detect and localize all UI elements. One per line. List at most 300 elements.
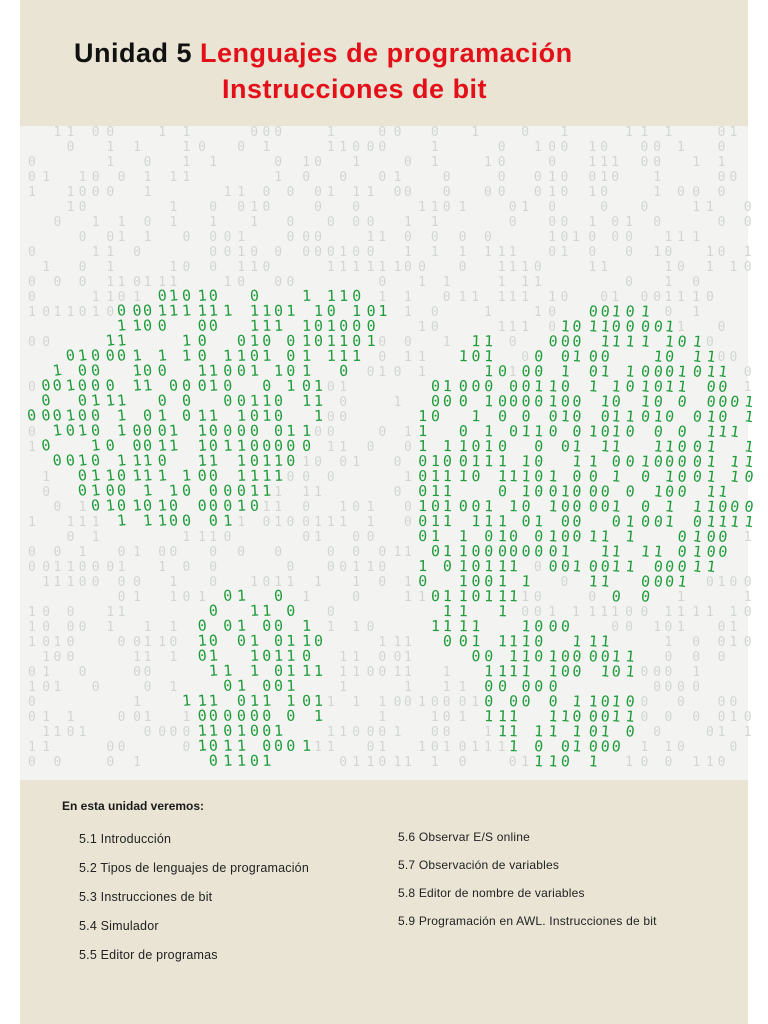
binary-digit: 0 bbox=[106, 125, 115, 140]
binary-digit: 0 bbox=[91, 170, 100, 185]
binary-digit: 1 bbox=[339, 440, 348, 455]
binary-digit: 1 bbox=[588, 422, 599, 441]
binary-digit: 1 bbox=[339, 346, 349, 365]
binary-digit: 0 bbox=[691, 437, 704, 457]
binary-digit: 1 bbox=[89, 390, 102, 410]
binary-digit: 0 bbox=[560, 662, 571, 681]
binary-digit: 1 bbox=[274, 515, 283, 530]
binary-digit: 1 bbox=[521, 260, 530, 275]
binary-digit: 0 bbox=[142, 361, 153, 380]
binary-digit: 0 bbox=[548, 542, 559, 561]
binary-digit: 0 bbox=[91, 575, 100, 590]
binary-digit: 0 bbox=[430, 392, 441, 411]
binary-digit: 1 bbox=[625, 125, 633, 140]
binary-digit: 0 bbox=[53, 755, 62, 770]
binary-digit: 1 bbox=[691, 347, 704, 367]
binary-digit: 0 bbox=[196, 376, 208, 395]
binary-digit: 0 bbox=[717, 542, 729, 562]
binary-digit: 1 bbox=[508, 707, 519, 726]
binary-digit: 0 bbox=[664, 407, 676, 427]
binary-digit: 1 bbox=[208, 646, 219, 665]
binary-digit: 0 bbox=[222, 676, 233, 695]
binary-digit: 0 bbox=[143, 665, 152, 680]
binary-digit: 0 bbox=[285, 736, 296, 755]
binary-digit: 0 bbox=[378, 425, 387, 440]
binary-digit: 1 bbox=[471, 125, 480, 140]
binary-digit: 0 bbox=[393, 365, 402, 380]
binary-digit: 0 bbox=[182, 725, 191, 740]
binary-digit: 1 bbox=[378, 740, 387, 755]
binary-digit: 0 bbox=[588, 347, 599, 366]
binary-digit: 1 bbox=[76, 345, 89, 365]
binary-digit: 0 bbox=[302, 515, 311, 530]
binary-digit: 0 bbox=[458, 230, 467, 245]
binary-digit: 1 bbox=[571, 722, 583, 741]
binary-digit: 0 bbox=[664, 620, 673, 635]
binary-digit: 0 bbox=[249, 436, 260, 455]
binary-digit: 1 bbox=[313, 406, 324, 425]
binary-digit: 1 bbox=[533, 140, 542, 155]
binary-digit: 0 bbox=[339, 755, 348, 770]
binary-digit: 0 bbox=[404, 260, 412, 275]
binary-digit: 0 bbox=[588, 302, 599, 321]
binary-digit: 0 bbox=[168, 511, 179, 530]
binary-digit: 0 bbox=[133, 275, 141, 290]
binary-digit: 0 bbox=[196, 496, 208, 515]
binary-digit: 0 bbox=[743, 365, 752, 380]
binary-digit: 0 bbox=[652, 422, 664, 442]
binary-digit: 0 bbox=[533, 647, 544, 666]
binary-digit: 1 bbox=[430, 215, 439, 230]
binary-digit: 1 bbox=[143, 635, 152, 650]
binary-digit: 0 bbox=[142, 316, 153, 335]
binary-digit: 0 bbox=[717, 185, 726, 200]
binary-digit: 0 bbox=[497, 542, 508, 561]
binary-digit: 1 bbox=[301, 661, 312, 680]
binary-digit: 1 bbox=[458, 200, 467, 215]
binary-digit: 1 bbox=[521, 320, 530, 335]
binary-digit: 0 bbox=[182, 260, 191, 275]
binary-digit: 0 bbox=[404, 335, 412, 350]
binary-digit: 1 bbox=[261, 481, 272, 500]
binary-digit: 0 bbox=[624, 377, 636, 396]
binary-digit: 0 bbox=[533, 590, 542, 605]
binary-digit: 0 bbox=[743, 710, 752, 725]
binary-digit: 0 bbox=[717, 650, 726, 665]
binary-digit: 0 bbox=[64, 420, 77, 440]
binary-digit: 1 bbox=[588, 527, 599, 546]
binary-digit: 1 bbox=[705, 497, 717, 517]
binary-digit: 1 bbox=[378, 635, 387, 650]
binary-digit: 0 bbox=[653, 140, 662, 155]
binary-digit: 1 bbox=[652, 542, 664, 562]
binary-digit: 1 bbox=[653, 620, 662, 635]
binary-digit: 0 bbox=[378, 140, 387, 155]
binary-digit: 1 bbox=[181, 691, 192, 710]
contents-list-left bbox=[79, 832, 309, 977]
binary-digit: 1 bbox=[236, 751, 247, 770]
binary-digit: 0 bbox=[143, 155, 152, 170]
binary-digit: 0 bbox=[588, 497, 599, 516]
binary-digit: 1 bbox=[302, 455, 311, 470]
binary-digit: 0 bbox=[158, 725, 167, 740]
binary-digit: 1 bbox=[497, 275, 506, 290]
binary-digit: 1 bbox=[42, 575, 51, 590]
binary-digit: 1 bbox=[588, 752, 599, 771]
binary-digit: 0 bbox=[600, 140, 609, 155]
binary-digit: 1 bbox=[600, 260, 609, 275]
binary-digit: 0 bbox=[743, 215, 752, 230]
binary-digit: 1 bbox=[588, 260, 597, 275]
binary-digit: 1 bbox=[430, 155, 439, 170]
binary-digit: 1 bbox=[404, 305, 412, 320]
binary-digit: 0 bbox=[560, 497, 571, 516]
binary-digit: 1 bbox=[442, 437, 453, 456]
binary-digit: 0 bbox=[520, 512, 532, 531]
binary-digit: 0 bbox=[717, 377, 729, 397]
binary-digit: 1 bbox=[285, 631, 296, 650]
binary-digit: 1 bbox=[588, 452, 599, 471]
binary-digit: 0 bbox=[117, 635, 126, 650]
binary-digit: 0 bbox=[653, 155, 662, 170]
binary-digit: 1 bbox=[653, 185, 662, 200]
binary-digit: 0 bbox=[676, 437, 688, 457]
binary-digit: 1 bbox=[610, 302, 622, 321]
binary-digit: 0 bbox=[442, 452, 453, 471]
binary-digit: 0 bbox=[533, 632, 544, 651]
binary-digit: 0 bbox=[366, 301, 376, 320]
binary-digit: 0 bbox=[131, 301, 143, 320]
binary-digit: 0 bbox=[249, 286, 260, 305]
binary-digit: 0 bbox=[571, 527, 583, 546]
binary-digit: 0 bbox=[588, 647, 599, 666]
binary-digit: 0 bbox=[717, 527, 729, 547]
binary-digit: 0 bbox=[640, 407, 652, 426]
binary-digit: 1 bbox=[483, 557, 494, 576]
binary-digit: 0 bbox=[624, 317, 636, 336]
binary-digit: 0 bbox=[237, 200, 246, 215]
binary-digit: 1 bbox=[326, 316, 337, 335]
binary-digit: 0 bbox=[42, 485, 51, 500]
binary-digit: 1 bbox=[508, 587, 519, 606]
binary-digit: 0 bbox=[624, 302, 636, 321]
binary-digit: 1 bbox=[743, 590, 752, 605]
binary-digit: 1 bbox=[520, 467, 532, 486]
binary-digit: 1 bbox=[520, 632, 532, 651]
binary-digit: 0 bbox=[339, 316, 349, 335]
binary-digit: 1 bbox=[273, 451, 284, 470]
binary-digit: 0 bbox=[717, 140, 726, 155]
binary-digit: 0 bbox=[588, 467, 599, 486]
binary-digit: 1 bbox=[313, 376, 324, 395]
binary-digit: 0 bbox=[222, 376, 233, 395]
binary-digit: 0 bbox=[653, 680, 662, 695]
binary-digit: 0 bbox=[458, 497, 469, 516]
binary-digit: 0 bbox=[692, 650, 701, 665]
binary-digit: 1 bbox=[677, 320, 685, 335]
binary-digit: 0 bbox=[588, 557, 599, 576]
binary-digit: 1 bbox=[664, 125, 673, 140]
binary-digit: 1 bbox=[404, 425, 412, 440]
binary-digit: 1 bbox=[169, 275, 178, 290]
binary-digit: 0 bbox=[640, 317, 652, 336]
binary-digit: 0 bbox=[378, 650, 387, 665]
binary-digit: 1 bbox=[301, 631, 312, 650]
binary-digit: 0 bbox=[497, 170, 506, 185]
binary-digit: 0 bbox=[521, 350, 530, 365]
binary-digit: 0 bbox=[560, 215, 569, 230]
binary-digit: 0 bbox=[261, 376, 272, 395]
binary-digit: 1 bbox=[285, 376, 296, 395]
binary-digit: 0 bbox=[222, 586, 233, 605]
binary-digit: 0 bbox=[430, 305, 439, 320]
binary-digit: 0 bbox=[302, 470, 311, 485]
binary-digit: 0 bbox=[352, 140, 361, 155]
binary-digit: 1 bbox=[366, 185, 375, 200]
binary-digit: 1 bbox=[458, 527, 469, 546]
binary-digit: 1 bbox=[28, 680, 36, 695]
binary-digit: 1 bbox=[66, 515, 75, 530]
binary-digit: 0 bbox=[314, 200, 322, 215]
binary-digit: 1 bbox=[497, 452, 508, 471]
binary-digit: 1 bbox=[664, 467, 676, 487]
binary-digit: 0 bbox=[131, 421, 143, 440]
binary-digit: 1 bbox=[352, 155, 361, 170]
binary-digit: 0 bbox=[208, 706, 219, 725]
binary-digit: 1 bbox=[471, 512, 481, 531]
binary-digit: 0 bbox=[209, 200, 218, 215]
binary-digit: 1 bbox=[521, 755, 530, 770]
binary-digit: 1 bbox=[249, 631, 260, 650]
binary-digit: 1 bbox=[548, 605, 557, 620]
binary-digit: 0 bbox=[664, 665, 673, 680]
binary-digit: 0 bbox=[508, 200, 517, 215]
binary-digit: 0 bbox=[610, 587, 622, 606]
binary-digit: 0 bbox=[51, 405, 64, 425]
binary-digit: 0 bbox=[42, 335, 51, 350]
binary-digit: 1 bbox=[236, 721, 247, 740]
binary-digit: 0 bbox=[599, 422, 611, 441]
binary-digit: 1 bbox=[352, 260, 361, 275]
binary-digit: 1 bbox=[548, 662, 559, 681]
binary-digit: 1 bbox=[599, 662, 611, 681]
binary-digit: 0 bbox=[366, 316, 376, 335]
binary-digit: 0 bbox=[664, 452, 676, 472]
binary-digit: 1 bbox=[273, 361, 284, 380]
binary-digit: 0 bbox=[208, 316, 219, 335]
binary-digit: 1 bbox=[664, 230, 673, 245]
binary-digit: 1 bbox=[640, 125, 649, 140]
binary-digit: 1 bbox=[610, 377, 622, 396]
binary-digit: 0 bbox=[728, 392, 741, 412]
binary-digit: 0 bbox=[600, 200, 609, 215]
list-item: 5.8 Editor de nombre de variables bbox=[398, 886, 585, 900]
binary-digit: 0 bbox=[548, 245, 557, 260]
binary-digit: 0 bbox=[285, 361, 296, 380]
binary-digit: 0 bbox=[117, 590, 126, 605]
binary-digit: 1 bbox=[560, 125, 569, 140]
binary-digit: 0 bbox=[677, 680, 685, 695]
binary-digit: 0 bbox=[261, 736, 272, 755]
binary-digit: 0 bbox=[548, 482, 559, 501]
binary-digit: 0 bbox=[66, 725, 75, 740]
binary-digit: 1 bbox=[743, 530, 752, 545]
binary-digit: 1 bbox=[418, 590, 426, 605]
binary-digit: 1 bbox=[404, 470, 412, 485]
binary-digit: 1 bbox=[483, 437, 494, 456]
binary-digit: 0 bbox=[571, 317, 583, 336]
binary-digit: 0 bbox=[66, 140, 75, 155]
binary-digit: 0 bbox=[533, 560, 542, 575]
binary-digit: 0 bbox=[691, 362, 704, 382]
binary-digit: 1 bbox=[156, 301, 168, 320]
binary-digit: 1 bbox=[378, 301, 388, 320]
binary-digit: 1 bbox=[285, 691, 296, 710]
binary-digit: 1 bbox=[274, 485, 283, 500]
binary-digit: 0 bbox=[28, 425, 36, 440]
binary-digit: 0 bbox=[717, 170, 726, 185]
binary-digit: 1 bbox=[520, 572, 532, 591]
binary-digit: 0 bbox=[91, 125, 100, 140]
binary-digit: 1 bbox=[640, 740, 649, 755]
binary-digit: 1 bbox=[652, 407, 664, 427]
binary-digit: 1 bbox=[66, 125, 75, 140]
binary-digit: 1 bbox=[497, 557, 508, 576]
binary-digit: 1 bbox=[548, 377, 559, 396]
binary-digit: 1 bbox=[142, 451, 153, 470]
binary-digit: 0 bbox=[208, 421, 219, 440]
binary-digit: 1 bbox=[366, 515, 375, 530]
binary-digit: 1 bbox=[237, 260, 246, 275]
binary-digit: 1 bbox=[418, 365, 426, 380]
binary-digit: 1 bbox=[458, 587, 469, 606]
binary-digit: 1 bbox=[458, 557, 469, 576]
binary-digit: 1 bbox=[131, 466, 143, 485]
binary-digit: 1 bbox=[599, 317, 611, 336]
binary-digit: 0 bbox=[106, 185, 115, 200]
binary-digit: 0 bbox=[115, 496, 128, 515]
binary-digit: 1 bbox=[64, 405, 77, 425]
binary-digit: 1 bbox=[133, 590, 141, 605]
binary-digit: 0 bbox=[285, 601, 296, 620]
binary-digit: 0 bbox=[208, 481, 219, 500]
binary-digit: 1 bbox=[261, 346, 272, 365]
binary-digit: 0 bbox=[640, 755, 649, 770]
binary-digit: 0 bbox=[208, 436, 219, 455]
binary-digit: 0 bbox=[78, 230, 87, 245]
binary-digit: 0 bbox=[533, 737, 544, 756]
binary-digit: 1 bbox=[483, 362, 494, 381]
binary-digit: 0 bbox=[640, 695, 649, 710]
binary-digit: 0 bbox=[471, 497, 481, 516]
binary-digit: 0 bbox=[117, 290, 126, 305]
binary-digit: 1 bbox=[366, 260, 375, 275]
binary-digit: 0 bbox=[314, 155, 322, 170]
binary-digit: 1 bbox=[705, 482, 717, 502]
binary-digit: 0 bbox=[181, 391, 192, 410]
binary-digit: 0 bbox=[115, 481, 128, 500]
binary-digit: 1 bbox=[142, 481, 153, 500]
binary-digit: 1 bbox=[273, 646, 284, 665]
binary-digit: 1 bbox=[51, 360, 64, 380]
binary-digit: 1 bbox=[442, 587, 453, 606]
binary-digit: 1 bbox=[743, 245, 752, 260]
binary-digit: 1 bbox=[378, 365, 387, 380]
binary-digit: 1 bbox=[53, 125, 62, 140]
binary-digit: 1 bbox=[53, 725, 62, 740]
binary-digit: 0 bbox=[117, 545, 126, 560]
binary-digit: 1 bbox=[560, 542, 571, 561]
binary-digit: 0 bbox=[302, 170, 311, 185]
binary-digit: 0 bbox=[352, 316, 362, 335]
binary-digit: 0 bbox=[104, 481, 116, 500]
binary-digit: 1 bbox=[302, 485, 311, 500]
binary-digit: 0 bbox=[508, 542, 519, 561]
binary-digit: 0 bbox=[652, 512, 664, 532]
binary-digit: 1 bbox=[599, 527, 611, 546]
binary-digit: 1 bbox=[442, 482, 453, 501]
binary-digit: 0 bbox=[560, 140, 569, 155]
binary-digit: 0 bbox=[133, 635, 141, 650]
binary-digit: 1 bbox=[571, 452, 583, 471]
binary-digit: 1 bbox=[521, 275, 530, 290]
binary-digit: 0 bbox=[677, 260, 685, 275]
binary-digit: 1 bbox=[611, 290, 620, 305]
binary-digit: 1 bbox=[196, 631, 208, 650]
binary-digit: 0 bbox=[458, 632, 469, 651]
binary-digit: 0 bbox=[418, 512, 428, 531]
binary-digit: 0 bbox=[677, 740, 685, 755]
binary-digit: 0 bbox=[508, 377, 519, 396]
binary-digit: 0 bbox=[378, 125, 387, 140]
binary-digit: 0 bbox=[261, 706, 272, 725]
binary-digit: 1 bbox=[430, 617, 441, 636]
binary-digit: 0 bbox=[366, 665, 375, 680]
binary-digit: 1 bbox=[548, 290, 557, 305]
binary-digit: 1 bbox=[483, 497, 494, 516]
binary-digit: 0 bbox=[274, 545, 283, 560]
binary-digit: 1 bbox=[624, 707, 636, 726]
binary-digit: 0 bbox=[418, 467, 428, 486]
binary-digit: 1 bbox=[497, 722, 508, 741]
binary-digit: 1 bbox=[743, 407, 755, 427]
binary-digit: 1 bbox=[664, 317, 676, 337]
binary-digit: 0 bbox=[418, 452, 428, 471]
binary-digit: 1 bbox=[378, 695, 387, 710]
binary-digit: 0 bbox=[51, 375, 64, 395]
binary-digit: 0 bbox=[533, 452, 544, 471]
binary-digit: 0 bbox=[624, 452, 636, 471]
binary-digit: 0 bbox=[25, 405, 38, 425]
binary-digit: 1 bbox=[196, 406, 208, 425]
binary-digit: 1 bbox=[261, 691, 272, 710]
binary-digit: 1 bbox=[418, 200, 426, 215]
binary-digit: 0 bbox=[458, 452, 469, 471]
binary-digit: 1 bbox=[548, 647, 559, 666]
binary-digit: 1 bbox=[182, 530, 191, 545]
binary-digit: 1 bbox=[611, 605, 620, 620]
binary-digit: 1 bbox=[339, 260, 348, 275]
binary-digit: 0 bbox=[302, 530, 311, 545]
binary-digit: 1 bbox=[106, 275, 115, 290]
binary-digit: 1 bbox=[249, 646, 260, 665]
binary-digit: 0 bbox=[676, 482, 688, 502]
binary-digit: 0 bbox=[393, 695, 402, 710]
binary-digit: 0 bbox=[143, 680, 152, 695]
binary-digit: 0 bbox=[262, 200, 271, 215]
binary-digit: 0 bbox=[676, 527, 688, 547]
binary-digit: 1 bbox=[705, 347, 717, 367]
